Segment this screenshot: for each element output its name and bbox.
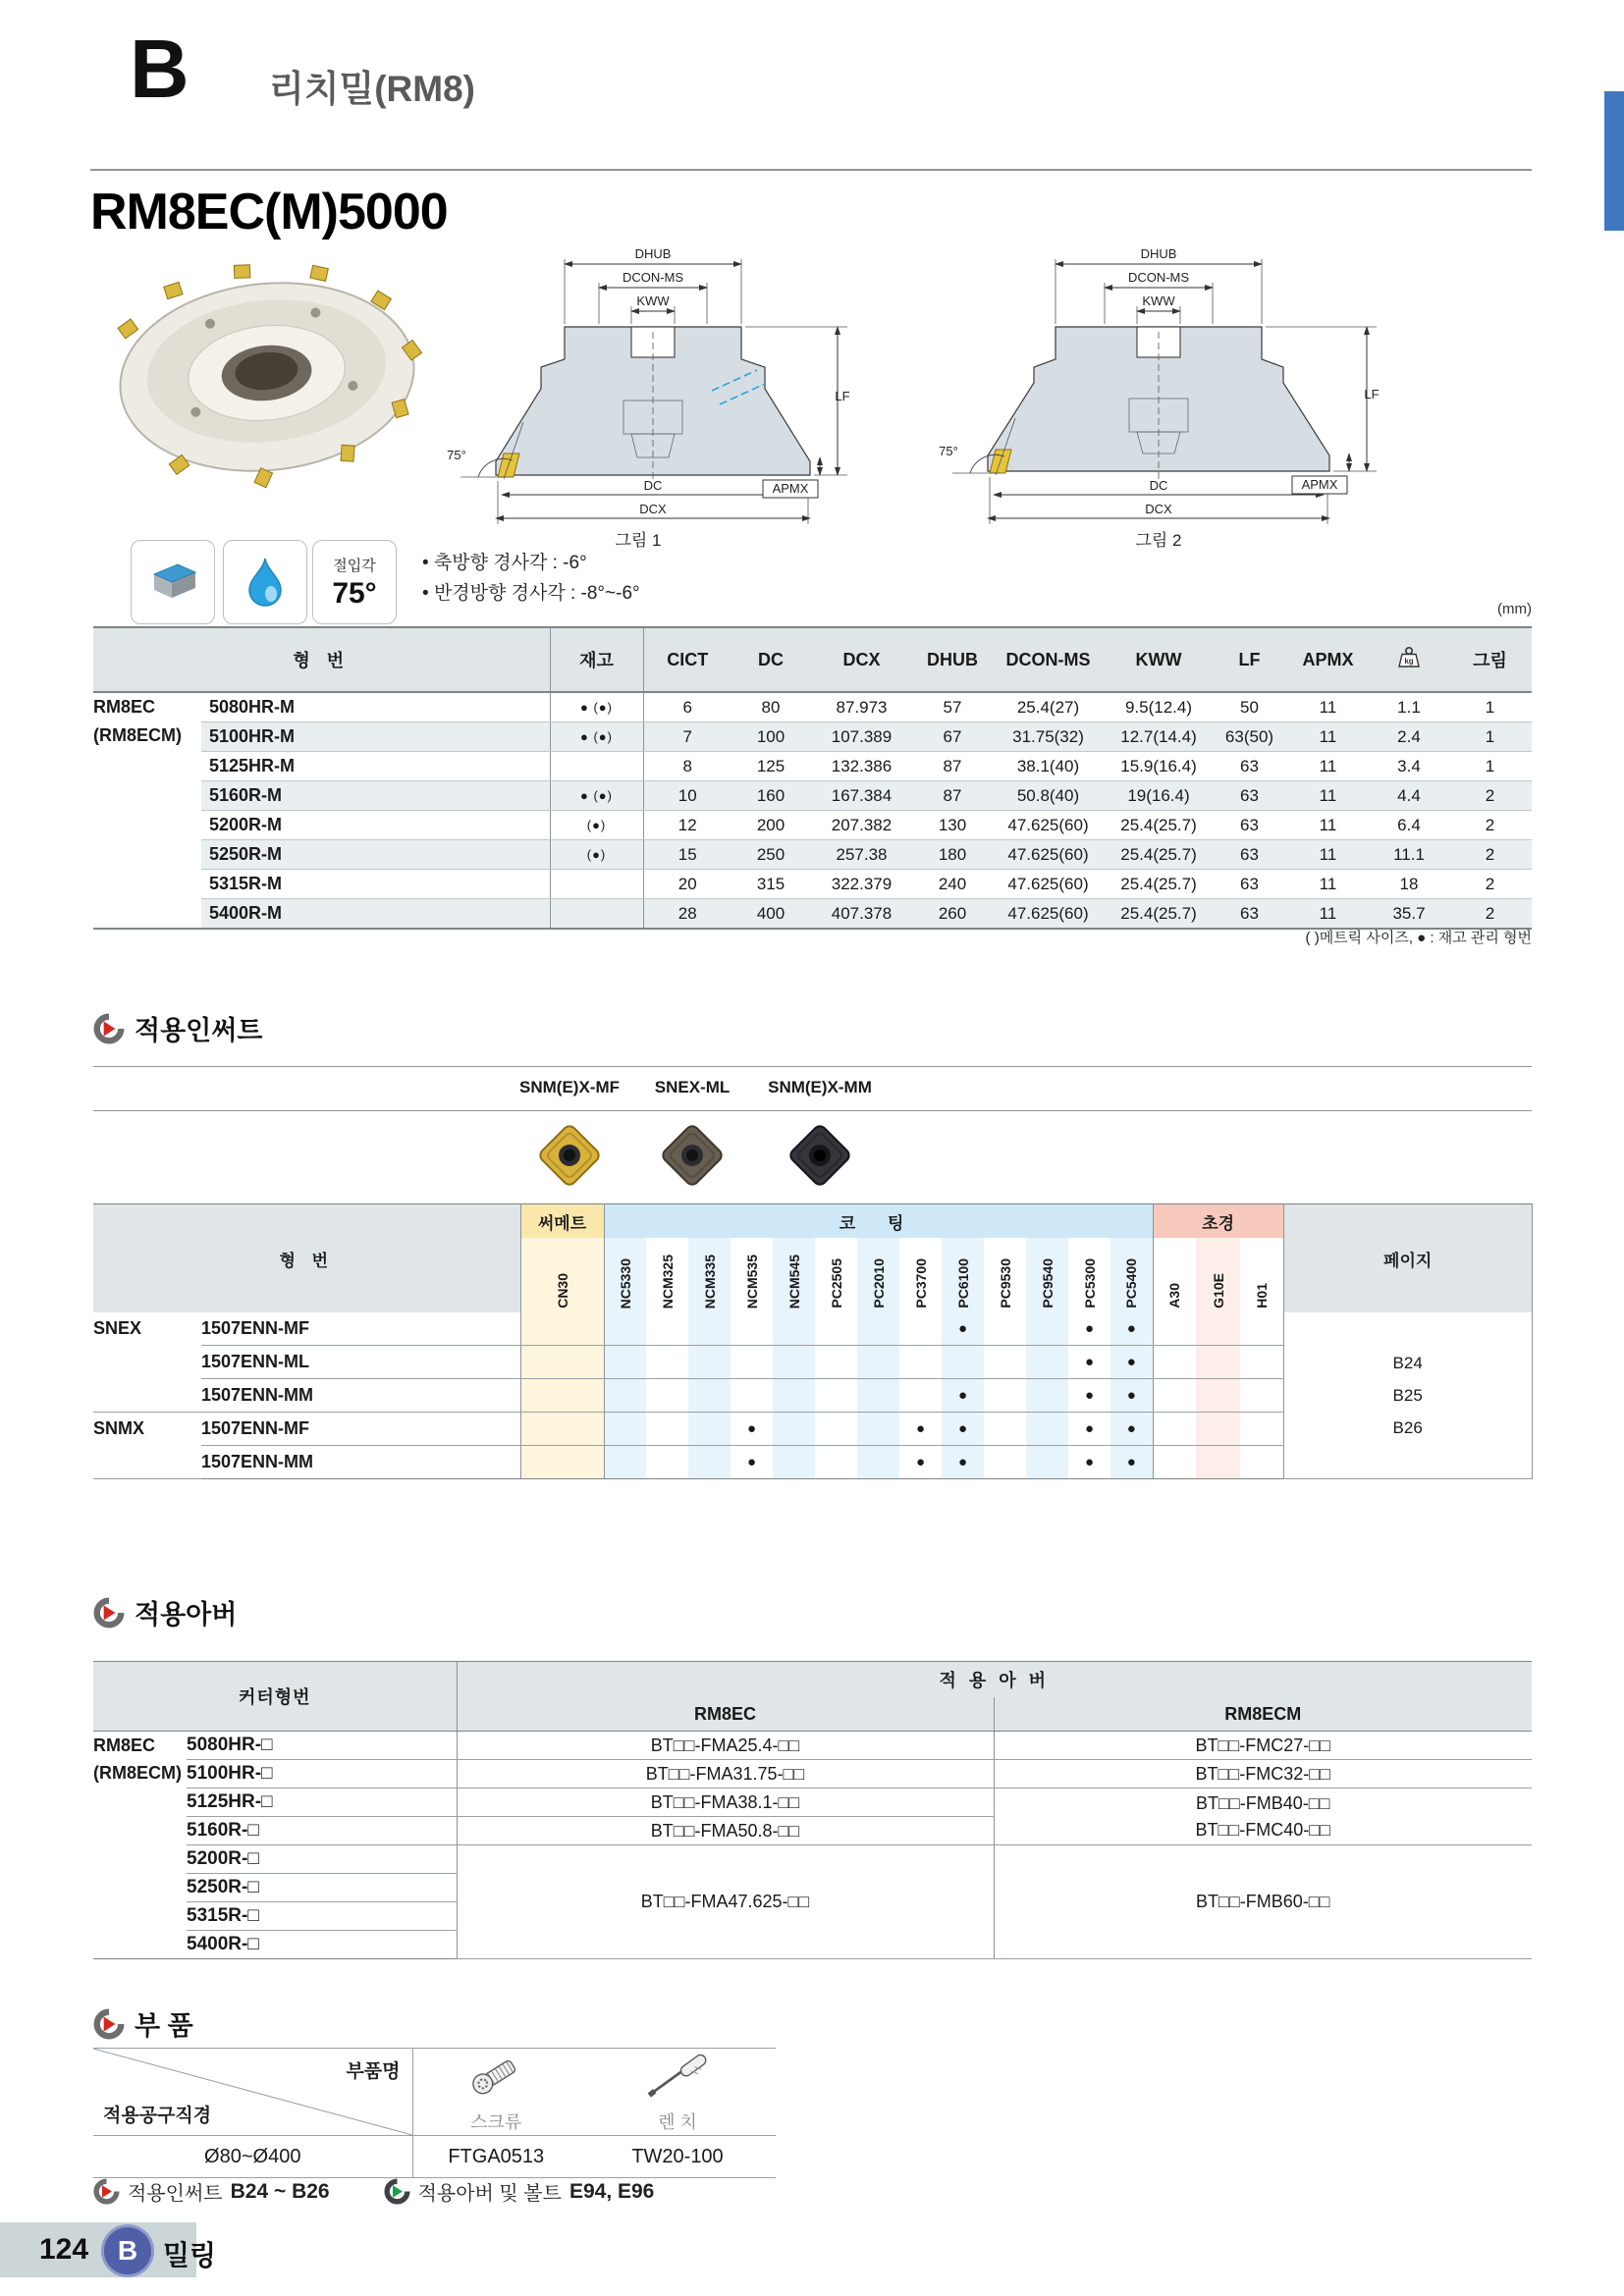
green-arrow-icon <box>384 2178 410 2205</box>
insert-model-cell: 1507ENN-MF <box>201 1413 520 1446</box>
arbor-model-cell: 5160R-□ <box>187 1817 457 1845</box>
chapter-badge: B <box>101 2224 154 2277</box>
arbor-series-cell: RM8EC (RM8ECM) <box>93 1732 187 1959</box>
section-bullet-icon <box>93 1597 125 1629</box>
fig2-caption: 그림 2 <box>1135 531 1182 550</box>
rule <box>93 1066 1532 1067</box>
grade-header-page: 페이지 <box>1283 1204 1532 1313</box>
insert-photo-black <box>784 1119 856 1192</box>
table-row <box>93 1845 1532 1874</box>
table-row: RM8EC (RM8ECM) 5080HR-M ● (●) 6 80 87.973 57 25.4(27) 9.5(12.4) 50 11 1.1 1 <box>93 692 1532 722</box>
grade-col-label: G10E <box>1196 1238 1240 1312</box>
grade-col-label: A30 <box>1153 1238 1196 1312</box>
face-milling-icon-box <box>131 540 215 624</box>
rake-notes <box>422 548 640 609</box>
arbor-model-cell: 5080HR-□ <box>187 1732 457 1760</box>
entry-angle-value: 75° <box>332 576 377 610</box>
spec-header-fig: 그림 <box>1448 627 1532 692</box>
table-row: 1507ENN-ML ● ● <box>93 1346 1532 1379</box>
arbor-code-cell: BT□□-FMA25.4-□□ <box>457 1732 994 1760</box>
grade-col-label: PC9540 <box>1026 1238 1068 1312</box>
table-row: SNEX 1507ENN-MF ● ● ● B24 B25 B26 <box>93 1312 1532 1346</box>
table-row: 5250R-M (●) 15 250 257.38 180 47.625(60) 25.4(25.7) 63 11 11.1 2 <box>93 840 1532 870</box>
arbor-model-cell: 5100HR-□ <box>187 1760 457 1789</box>
parts-diameter-header: 적용공구직경 <box>103 2106 212 2126</box>
radial-rake-note: • 반경방향 경사각 : -8°~-6° <box>422 583 640 604</box>
dim-label-lf: LF <box>835 389 850 403</box>
grade-header-coating: 코 팅 <box>604 1204 1153 1239</box>
parts-section-heading <box>93 2004 193 2043</box>
table-row: 5160R-M ● (●) 10 160 167.384 87 50.8(40) 19(16.4) 63 11 4.4 2 <box>93 781 1532 811</box>
parts-diagonal-cell <box>93 2049 412 2136</box>
spec-model-cell: 5100HR-M <box>201 722 550 752</box>
arbor-model-cell: 5315R-□ <box>187 1902 457 1931</box>
entry-angle-label: 절입각 <box>333 557 376 574</box>
chapter-letter: B <box>130 23 189 115</box>
entry-angle-box <box>312 540 397 624</box>
dim-label-angle: 75° <box>447 448 466 462</box>
insert-group-cell: SNMX <box>93 1413 201 1479</box>
parts-header-row <box>93 2049 776 2136</box>
parts-table <box>93 2048 776 2178</box>
spec-header-dcon: DCON-MS <box>992 627 1105 692</box>
dim-label-dcx: DCX <box>639 502 667 516</box>
arbor-code-cell: BT□□-FMB40-□□ BT□□-FMC40-□□ <box>994 1789 1532 1845</box>
insert-photo-label: SNM(E)X-MF <box>519 1078 620 1096</box>
arbor-code-cell: BT□□-FMB60-□□ <box>994 1845 1532 1959</box>
insert-group-cell: SNEX <box>93 1312 201 1413</box>
stock-cell: ● (●) <box>550 692 643 722</box>
spec-model-cell: 5125HR-M <box>201 752 550 781</box>
grade-col-label: PC5300 <box>1068 1238 1110 1312</box>
wrench-model-cell: TW20-100 <box>579 2136 776 2178</box>
dim-label-dcx2: DCX <box>1145 502 1172 516</box>
screw-label: 스크류 <box>470 2112 522 2132</box>
footer-label: 밀링 <box>163 2240 217 2270</box>
parts-section-title: 부 품 <box>135 2011 193 2041</box>
grade-header-cermet: 써메트 <box>520 1204 604 1239</box>
spec-header-stock: 재고 <box>550 627 643 692</box>
grade-col-label: CN30 <box>520 1238 604 1312</box>
arbor-code-cell: BT□□-FMA47.625-□□ <box>457 1845 994 1959</box>
spec-header-model: 형 번 <box>93 627 550 692</box>
rule <box>93 1110 1532 1111</box>
product-photo <box>98 257 437 498</box>
grade-col-label: PC5400 <box>1110 1238 1153 1312</box>
spec-model-cell: 5315R-M <box>201 870 550 899</box>
dim-label-lf2: LF <box>1364 387 1380 401</box>
grade-header-model: 형 번 <box>93 1204 520 1313</box>
diameter-range-cell: Ø80~Ø400 <box>93 2136 412 2178</box>
dim-label-dcon: DCON-MS <box>622 270 684 285</box>
insert-photo-label: SNEX-ML <box>654 1078 731 1096</box>
spec-header-dc: DC <box>731 627 810 692</box>
arbor-code-cell: BT□□-FMC32-□□ <box>994 1760 1532 1789</box>
spec-series-cell: RM8EC (RM8ECM) <box>93 692 201 929</box>
insert-model-cell: 1507ENN-MM <box>201 1446 520 1479</box>
table-row: 5400R-M 28 400 407.378 260 47.625(60) 25.4(25.7) 63 11 35.7 2 <box>93 899 1532 930</box>
arbor-header-rm8ec: RM8EC <box>457 1697 994 1732</box>
screw-icon <box>464 2050 527 2101</box>
spec-header-lf: LF <box>1213 627 1286 692</box>
page-title: RM8EC(M)5000 <box>90 184 448 240</box>
table-row <box>93 1789 1532 1817</box>
grade-group-header-row <box>93 1204 1532 1239</box>
coolant-icon-box <box>223 540 307 624</box>
wrench-label: 렌 치 <box>658 2112 697 2132</box>
red-arrow-icon <box>93 2178 120 2205</box>
svg-text:kg: kg <box>1404 657 1414 666</box>
arbor-code-cell: BT□□-FMA38.1-□□ <box>457 1789 994 1817</box>
dim-label-dhub2: DHUB <box>1140 246 1177 261</box>
dim-label-apmx2: APMX <box>1301 477 1338 492</box>
grade-col-label: PC2505 <box>815 1238 857 1312</box>
insert-grade-table <box>93 1203 1533 1479</box>
screw-model-cell: FTGA0513 <box>412 2136 579 2178</box>
axial-rake-note: • 축방향 경사각 : -6° <box>422 553 587 573</box>
arbors-section-heading <box>93 1593 237 1631</box>
inserts-section-title: 적용인써트 <box>135 1016 263 1045</box>
grade-col-label: PC6100 <box>942 1238 984 1312</box>
insert-pages-link[interactable]: 적용인써트 B24 ~ B26 <box>93 2177 330 2206</box>
arbor-pages-link[interactable]: 적용아버 및 볼트 E94, E96 <box>384 2177 655 2206</box>
insert-model-cell: 1507ENN-ML <box>201 1346 520 1379</box>
arbor-header-group: 적 용 아 버 <box>457 1662 1532 1698</box>
wrench-header-cell <box>579 2049 776 2136</box>
arbor-model-cell: 5125HR-□ <box>187 1789 457 1817</box>
grade-col-label: NCM335 <box>688 1238 731 1312</box>
grade-col-label: NCM325 <box>646 1238 688 1312</box>
arbor-model-cell: 5200R-□ <box>187 1845 457 1874</box>
weight-icon <box>1397 646 1421 668</box>
title-rule <box>90 169 1532 171</box>
grade-header-carbide: 초경 <box>1153 1204 1283 1239</box>
spec-header-cict: CICT <box>643 627 731 692</box>
insert-model-cell: 1507ENN-MM <box>201 1379 520 1413</box>
spec-header-apmx: APMX <box>1286 627 1370 692</box>
arbors-section-title: 적용아버 <box>135 1600 238 1629</box>
table-row: 5200R-M (●) 12 200 207.382 130 47.625(60) 25.4(25.7) 63 11 6.4 2 <box>93 811 1532 840</box>
grade-col-label: PC2010 <box>857 1238 899 1312</box>
parts-name-header: 부품명 <box>346 2061 401 2082</box>
page-ref-cell: B24 B25 B26 <box>1283 1312 1532 1479</box>
wrench-icon <box>640 2050 715 2101</box>
arbor-header-cutter: 커터형번 <box>93 1662 457 1732</box>
grade-col-label: H01 <box>1240 1238 1283 1312</box>
insert-photo-dark <box>656 1119 729 1192</box>
cross-reference-links <box>93 2177 654 2206</box>
grade-col-label: NCM545 <box>773 1238 815 1312</box>
dim-label-dhub: DHUB <box>634 246 672 261</box>
spec-header-row <box>93 627 1532 692</box>
chapter-title: 리치밀(RM8) <box>269 69 475 109</box>
arbor-code-cell: BT□□-FMC27-□□ <box>994 1732 1532 1760</box>
spec-header-weight <box>1370 627 1448 692</box>
spec-model-cell: 5080HR-M <box>201 692 550 722</box>
dim-label-angle2: 75° <box>939 444 958 458</box>
spec-header-kww: KWW <box>1105 627 1213 692</box>
insert-photo-label: SNM(E)X-MM <box>768 1078 872 1096</box>
spec-model-cell: 5400R-M <box>201 899 550 930</box>
page-number: 124 <box>39 2233 89 2266</box>
grade-col-label: NC5330 <box>604 1238 646 1312</box>
insert-model-cell: 1507ENN-MF <box>201 1312 520 1346</box>
table-row: 5125HR-M 8 125 132.386 87 38.1(40) 15.9(16.4) 63 11 3.4 1 <box>93 752 1532 781</box>
dim-label-dc: DC <box>643 478 663 493</box>
arbor-header-rm8ecm: RM8ECM <box>994 1697 1532 1732</box>
table-row: 1507ENN-MM ● ● ● ● ● <box>93 1446 1532 1479</box>
table-row <box>93 1760 1532 1789</box>
arbor-table <box>93 1661 1532 1959</box>
screw-header-cell <box>412 2049 579 2136</box>
arbor-code-cell: BT□□-FMA50.8-□□ <box>457 1817 994 1845</box>
spec-model-cell: 5160R-M <box>201 781 550 811</box>
arbor-model-cell: 5250R-□ <box>187 1874 457 1902</box>
spec-header-dcx: DCX <box>810 627 913 692</box>
dim-label-kww2: KWW <box>1142 294 1175 308</box>
arbor-model-cell: 5400R-□ <box>187 1931 457 1959</box>
spec-header-dhub: DHUB <box>913 627 992 692</box>
fig2-diagram <box>923 234 1384 553</box>
dim-label-dc2: DC <box>1149 478 1168 493</box>
workpiece-block-icon <box>144 561 201 604</box>
dim-label-dcon2: DCON-MS <box>1127 270 1190 285</box>
spec-model-cell: 5200R-M <box>201 811 550 840</box>
grade-col-label: PC3700 <box>899 1238 942 1312</box>
table-row: 1507ENN-MM ● ● ● <box>93 1379 1532 1413</box>
spec-table <box>93 626 1532 930</box>
arbor-header-row <box>93 1662 1532 1698</box>
dim-label-kww: KWW <box>636 294 670 308</box>
dim-label-apmx: APMX <box>772 481 809 496</box>
grade-col-label: NCM535 <box>731 1238 773 1312</box>
fig1-diagram <box>417 234 854 553</box>
table-row: 5100HR-M ● (●) 7 100 107.389 67 31.75(32) 12.7(14.4) 63(50) 11 2.4 1 <box>93 722 1532 752</box>
fig1-caption: 그림 1 <box>615 531 662 550</box>
arbor-code-cell: BT□□-FMA31.75-□□ <box>457 1760 994 1789</box>
grade-col-label: PC9530 <box>984 1238 1026 1312</box>
chapter-side-tab <box>1604 91 1624 231</box>
unit-note: (mm) <box>1497 601 1532 617</box>
spec-model-cell: 5250R-M <box>201 840 550 870</box>
table-row: 5315R-M 20 315 322.379 240 47.625(60) 25.4(25.7) 63 11 18 2 <box>93 870 1532 899</box>
insert-photo-gold <box>533 1119 606 1192</box>
table-row <box>93 1732 1532 1760</box>
parts-data-row <box>93 2136 776 2178</box>
spec-footnote: ( )메트릭 사이즈, ● : 재고 관리 형번 <box>1305 930 1532 946</box>
table-row: SNMX 1507ENN-MF ● ● ● ● ● <box>93 1413 1532 1446</box>
section-bullet-icon <box>93 2008 125 2040</box>
droplet-icon <box>245 557 285 608</box>
inserts-section-heading <box>93 1009 262 1047</box>
section-bullet-icon <box>93 1013 125 1044</box>
